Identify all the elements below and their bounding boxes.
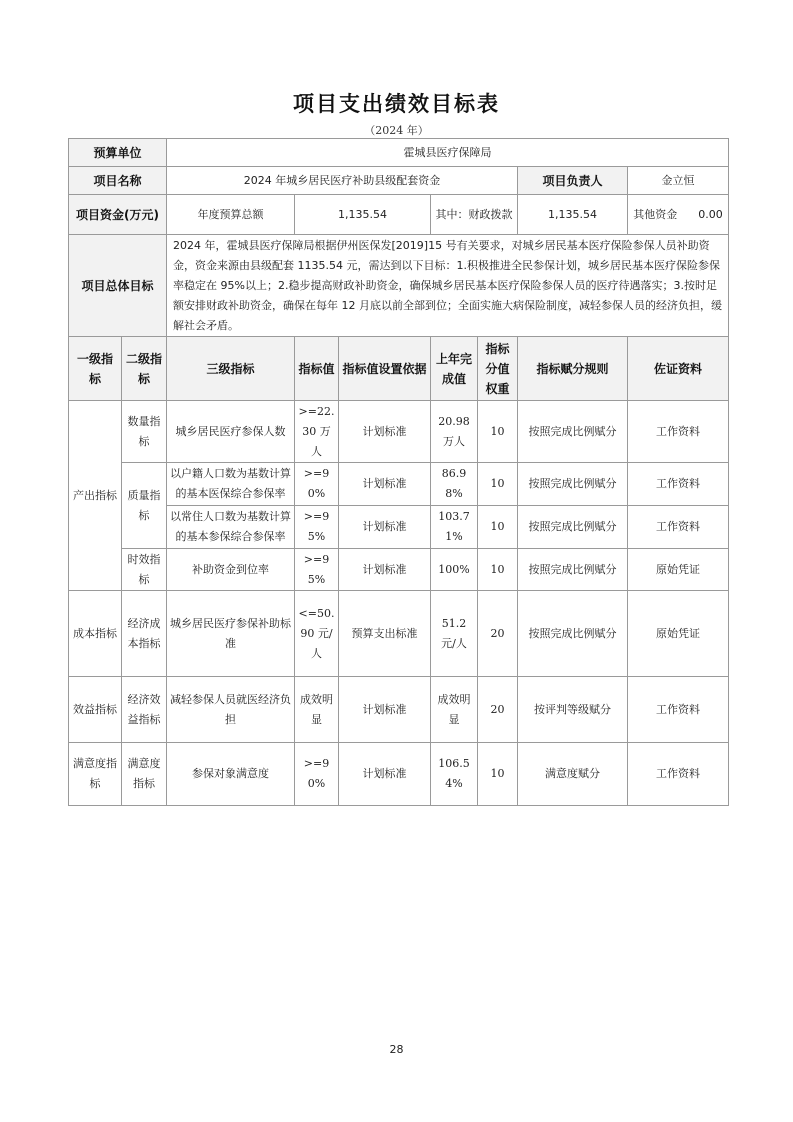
- page-number: 28: [389, 1043, 404, 1056]
- other-funds-label: 其他资金: [633, 207, 678, 221]
- evidence-cell: 工作资料: [628, 401, 729, 463]
- fiscal-value: 1,135.54: [518, 195, 628, 235]
- basis-cell: 计划标准: [339, 506, 431, 549]
- weight-cell: 10: [478, 401, 518, 463]
- rule-cell: 按评判等级赋分: [518, 677, 628, 743]
- value-cell: >=95%: [295, 506, 339, 549]
- other-funds-value-group: [628, 195, 729, 235]
- value-cell: 成效明显: [295, 677, 339, 743]
- header-level2: 二级指标: [122, 337, 167, 401]
- last-year-cell: 103.71%: [431, 506, 478, 549]
- project-name-label: 项目名称: [69, 167, 167, 195]
- evidence-cell: 原始凭证: [628, 549, 729, 591]
- annual-total-label: 年度预算总额: [167, 195, 295, 235]
- subgroup-econ-cost: 经济成本指标: [122, 591, 167, 677]
- weight-cell: 20: [478, 677, 518, 743]
- annual-total-value: 1,135.54: [295, 195, 431, 235]
- header-level1: 一级指标: [69, 337, 122, 401]
- last-year-cell: 106.54%: [431, 743, 478, 806]
- indicator-cell: 参保对象满意度: [167, 743, 295, 806]
- subgroup-quality: 质量指标: [122, 463, 167, 549]
- basis-cell: 预算支出标准: [339, 591, 431, 677]
- subgroup-econ-benefit: 经济效益指标: [122, 677, 167, 743]
- indicator-cell: 以户籍人口数为基数计算的基本医保综合参保率: [167, 463, 295, 506]
- value-cell: <=50.90 元/人: [295, 591, 339, 677]
- basis-cell: 计划标准: [339, 743, 431, 806]
- evidence-cell: 工作资料: [628, 506, 729, 549]
- subgroup-quantity: 数量指标: [122, 401, 167, 463]
- fiscal-label: 其中：财政拨款: [431, 195, 518, 235]
- basis-cell: 计划标准: [339, 677, 431, 743]
- fund-label: 项目资金(万元): [69, 195, 167, 235]
- value-cell: >=90%: [295, 463, 339, 506]
- rule-cell: 按照完成比例赋分: [518, 401, 628, 463]
- table-row: [69, 549, 729, 591]
- group-satisfaction: 满意度指标: [69, 743, 122, 806]
- header-evidence: 佐证资料: [628, 337, 729, 401]
- evidence-cell: 工作资料: [628, 463, 729, 506]
- basis-cell: 计划标准: [339, 549, 431, 591]
- last-year-cell: 51.2 元/人: [431, 591, 478, 677]
- last-year-cell: 成效明显: [431, 677, 478, 743]
- table-row: [69, 591, 729, 677]
- page-title: 项目支出绩效目标表: [293, 92, 500, 116]
- other-funds-value: 0.00: [698, 207, 723, 221]
- owner-value: 金立恒: [628, 167, 729, 195]
- table-row: [69, 401, 729, 463]
- weight-cell: 10: [478, 549, 518, 591]
- owner-label: 项目负责人: [518, 167, 628, 195]
- basis-cell: 计划标准: [339, 401, 431, 463]
- group-benefit: 效益指标: [69, 677, 122, 743]
- rule-cell: 按照完成比例赋分: [518, 549, 628, 591]
- rule-cell: 按照完成比例赋分: [518, 591, 628, 677]
- evidence-cell: 原始凭证: [628, 591, 729, 677]
- subgroup-satisfaction: 满意度指标: [122, 743, 167, 806]
- indicator-cell: 城乡居民医疗参保人数: [167, 401, 295, 463]
- indicator-cell: 补助资金到位率: [167, 549, 295, 591]
- basis-cell: 计划标准: [339, 463, 431, 506]
- table-row: [69, 677, 729, 743]
- rule-cell: 按照完成比例赋分: [518, 463, 628, 506]
- weight-cell: 20: [478, 591, 518, 677]
- budget-unit-label: 预算单位: [69, 139, 167, 167]
- value-cell: >=95%: [295, 549, 339, 591]
- indicator-cell: 减轻参保人员就医经济负担: [167, 677, 295, 743]
- rule-cell: 满意度赋分: [518, 743, 628, 806]
- header-last-year: 上年完成值: [431, 337, 478, 401]
- table-row: [69, 743, 729, 806]
- header-value: 指标值: [295, 337, 339, 401]
- evidence-cell: 工作资料: [628, 743, 729, 806]
- performance-target-table: [68, 138, 729, 806]
- overall-goal-label: 项目总体目标: [69, 235, 167, 337]
- table-row: [69, 463, 729, 506]
- year-label: （2024 年）: [364, 124, 429, 137]
- table-row: [69, 506, 729, 549]
- header-basis: 指标值设置依据: [339, 337, 431, 401]
- group-cost: 成本指标: [69, 591, 122, 677]
- project-name-value: 2024 年城乡居民医疗补助县级配套资金: [167, 167, 518, 195]
- weight-cell: 10: [478, 463, 518, 506]
- rule-cell: 按照完成比例赋分: [518, 506, 628, 549]
- overall-goal-text: 2024 年，霍城县医疗保障局根据伊州医保发[2019]15 号有关要求，对城乡居民基本医疗保险参保人员补助资金，资金来源由县级配套 1135.54 元，需达到以下目标：1.积极推进全民参保计划，城乡居民基本医疗保险参保率稳定在 95%以上；2.稳步提高财政补助资金，确保城乡居民基本医疗保险参保人员的医疗待遇落实；3.按时足额安排财政补助资金，确保在每年 12 月底以前全部到位；全面实施大病保险制度，减轻参保人员的经济负担，缓解社会矛盾。: [167, 235, 729, 337]
- header-level3: 三级指标: [167, 337, 295, 401]
- group-output: 产出指标: [69, 401, 122, 591]
- weight-cell: 10: [478, 506, 518, 549]
- evidence-cell: 工作资料: [628, 677, 729, 743]
- last-year-cell: 20.98 万人: [431, 401, 478, 463]
- last-year-cell: 100%: [431, 549, 478, 591]
- header-rule: 指标赋分规则: [518, 337, 628, 401]
- last-year-cell: 86.98%: [431, 463, 478, 506]
- indicator-cell: 城乡居民医疗参保补助标准: [167, 591, 295, 677]
- header-weight: 指标分值权重: [478, 337, 518, 401]
- indicator-cell: 以常住人口数为基数计算的基本参保综合参保率: [167, 506, 295, 549]
- value-cell: >=90%: [295, 743, 339, 806]
- budget-unit-value: 霍城县医疗保障局: [167, 139, 729, 167]
- value-cell: >=22.30 万人: [295, 401, 339, 463]
- weight-cell: 10: [478, 743, 518, 806]
- subgroup-timeliness: 时效指标: [122, 549, 167, 591]
